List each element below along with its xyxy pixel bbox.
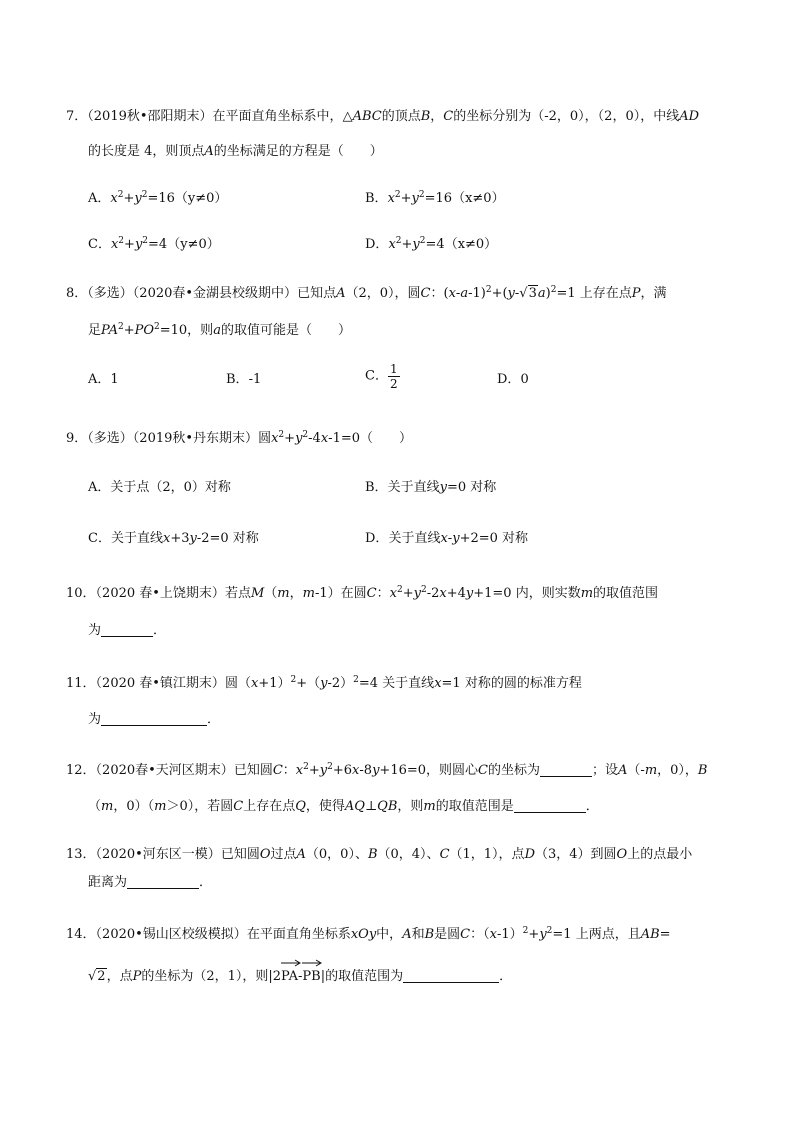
q8-option-c: C． $\frac{1}{2}$ — [365, 362, 398, 391]
answer-blank[interactable] — [514, 798, 586, 813]
q7-option-a: A．$x^2+y^2=16(y\ne 0)$ — [88, 190, 228, 206]
q9-option-c: C．关于直线x+3y-2=0 对称 — [88, 531, 259, 546]
q8-source: （2020春•金湖县校级期中） — [132, 286, 298, 301]
q10-source: （2020 春•上饶期末） — [95, 586, 225, 601]
q7-option-b: B．$x^2+y^2=16(x\ne 0)$ — [365, 190, 505, 206]
answer-blank[interactable] — [540, 762, 592, 777]
q11-source: （2020 春•镇江期末） — [95, 676, 225, 691]
q8-line1: 8．（多选）（2020春•金湖县校级期中）已知点A（2，0），圆C：$(x-a-1)^2+(y-√3a)^2=1$ 上存在点P，满 — [66, 285, 667, 301]
q14-source: （2020•锡山区校级模拟） — [95, 927, 247, 942]
q7-source: （2019秋•邵阳期末） — [87, 109, 213, 124]
q13-line1: 13．（2020•河东区一模）已知圆O过点A（0，0）、B（0，4）、C（1，1），点D（3，4）到圆O上的点最小 — [66, 847, 693, 862]
q14-line1: 14．（2020•锡山区校级模拟）在平面直角坐标系xOy中，A和B是圆C：$(x-1)^2+y^2=1$ 上两点，且AB= — [66, 926, 671, 942]
q12-line2: （m，0）（m＞0），若圆C上存在点Q，使得AQ⊥QB，则m的取值范围是 ． — [88, 799, 599, 814]
q10-line1: 10．（2020 春•上饶期末）若点M（m，m-1）在圆C：$x^2+y^2-2x+4y+1=0$ 内，则实数m的取值范围 — [66, 585, 659, 601]
sqrt-2-symbol: √2 — [88, 969, 106, 984]
answer-blank[interactable] — [127, 874, 199, 889]
vector-norm-expression: |2 PA- PB| — [268, 969, 325, 984]
q11-line2: 为 ． — [88, 712, 221, 727]
q10-number: 10． — [66, 586, 96, 601]
q13-source: （2020•河东区一模） — [95, 847, 221, 862]
q7-number: 7． — [66, 109, 88, 124]
q11-line1: 11．（2020 春•镇江期末）圆$(x+1)^2+(y-2)^2=4$ 关于直线x=1 对称的圆的标准方程 — [66, 675, 582, 691]
vector-pa: PA — [281, 968, 298, 986]
q8-line2: 足$PA^2+PO^2=10$，则a的取值可能是（ ） — [88, 322, 351, 338]
q8-option-b: B．-1 — [226, 372, 262, 387]
q7-line2: 的长度是 4，则顶点A的坐标满足的方程是（ ） — [88, 144, 383, 159]
q12-number: 12． — [66, 763, 96, 778]
q14-number: 14． — [66, 927, 96, 942]
q13-line2: 距离为 ． — [88, 875, 213, 890]
q9-number: 9． — [66, 431, 88, 446]
q7-option-c: C．$x^2+y^2=4(y\ne 0)$ — [88, 236, 220, 252]
answer-blank[interactable] — [101, 711, 207, 726]
q11-number: 11． — [66, 676, 96, 691]
q8-option-a: A．1 — [88, 372, 119, 387]
q14-line2: √2，点P的坐标为（2，1），则|2 PA- PB|的取值范围为 ． — [88, 968, 512, 986]
vector-pb: PB — [302, 968, 320, 986]
fraction-one-half: $\frac{1}{2}$ — [389, 362, 398, 391]
q9-line1: 9．（多选）（2019秋•丹东期末）圆$x^2+y^2-4x-1=0$（ ） — [66, 430, 413, 446]
q12-source: （2020春•天河区期末） — [95, 763, 234, 778]
q7-option-d: D．$x^2+y^2=4(x\ne 0)$ — [365, 236, 498, 252]
answer-blank[interactable] — [101, 622, 153, 637]
q10-line2: 为 ． — [88, 623, 167, 638]
q9-option-d: D．关于直线x-y+2=0 对称 — [365, 531, 529, 546]
q8-option-d: D．0 — [497, 372, 529, 387]
sqrt-3-symbol: √3 — [519, 286, 537, 301]
q9-source: （2019秋•丹东期末） — [132, 431, 259, 446]
q12-line1: 12．（2020春•天河区期末）已知圆C：$x^2+y^2+6x-8y+16=0$，则圆心C的坐标为 ；设A（-m，0），B — [66, 762, 708, 778]
q9-option-a: A．关于点（2，0）对称 — [88, 480, 231, 495]
q7-line1: 7．（2019秋•邵阳期末）在平面直角坐标系中，△ABC的顶点B，C的坐标分别为（-2，0），（2，0），中线AD — [66, 109, 700, 124]
q9-option-b: B．关于直线y=0 对称 — [365, 480, 497, 495]
answer-blank[interactable] — [403, 968, 499, 983]
q8-number: 8． — [66, 286, 88, 301]
q13-number: 13． — [66, 847, 96, 862]
